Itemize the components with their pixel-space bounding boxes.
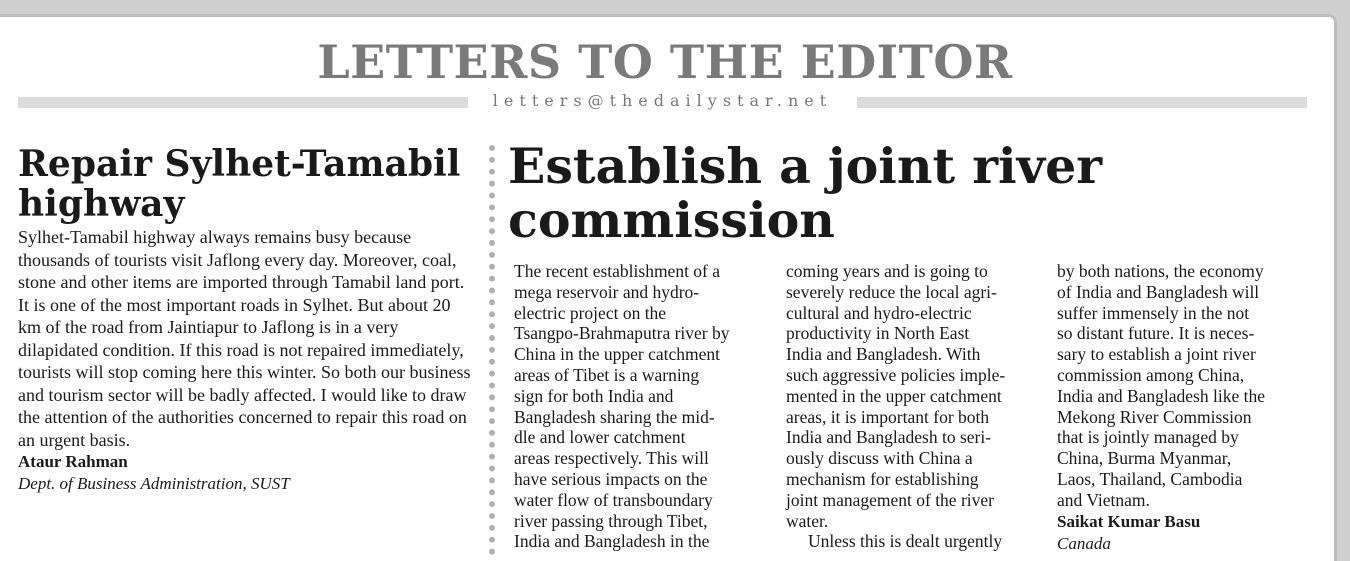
- text-line: areas of Tibet is a warning: [514, 364, 700, 385]
- letter2-headline-line1: Establish a joint river: [508, 137, 1103, 195]
- text-line: such aggressive policies imple-: [786, 364, 1006, 385]
- text-line: coming years and is going to: [786, 261, 988, 281]
- letter1-affiliation: Dept. of Business Administration, SUST: [18, 474, 290, 493]
- letter1-headline-line1: Repair Sylhet-Tamabil: [18, 143, 461, 185]
- letter2-column-2: [786, 261, 1046, 552]
- letter2-headline: [508, 139, 1328, 247]
- text-line: ously discuss with China a: [786, 448, 973, 469]
- letter1-author: Ataur Rahman: [18, 452, 128, 471]
- text-line: suffer immensely in the not: [1057, 302, 1250, 323]
- section-title: LETTERS TO THE EDITOR: [317, 35, 1013, 89]
- text-line: China in the upper catchment: [514, 344, 721, 365]
- text-line: Bangladesh sharing the mid-: [514, 406, 715, 427]
- text-line: joint management of the river: [786, 489, 994, 510]
- masthead-rule-left: [18, 97, 468, 108]
- letter2-headline-line2: commission: [508, 191, 835, 249]
- text-line: dle and lower catchment: [514, 427, 686, 448]
- text-line: areas, it is important for both: [786, 406, 990, 427]
- text-line: mega reservoir and hydro-: [514, 281, 700, 302]
- text-line: Laos, Thailand, Cambodia: [1057, 468, 1243, 489]
- newspaper-page: [0, 14, 1337, 561]
- letter1-headline-line2: highway: [18, 183, 185, 225]
- text-line: India and Bangladesh in the: [514, 531, 710, 552]
- text-line: Unless this is dealt urgently: [808, 531, 1003, 552]
- text-line: river passing through Tibet,: [514, 510, 708, 531]
- text-line: sary to establish a joint river: [1057, 344, 1256, 365]
- text-line: cultural and hydro-electric: [786, 302, 972, 323]
- letter-repair-highway: [18, 144, 473, 495]
- letter2-affiliation: Canada: [1057, 533, 1111, 553]
- masthead-rule-right: [857, 97, 1307, 108]
- text-line: so distant future. It is neces-: [1057, 323, 1255, 344]
- column-divider: [489, 145, 495, 555]
- text-line: severely reduce the local agri-: [786, 281, 997, 302]
- text-line: India and Bangladesh. With: [786, 344, 981, 365]
- section-email: letters@thedailystar.net: [492, 91, 833, 110]
- letter2-column-1: [514, 261, 769, 552]
- text-line: by both nations, the economy: [1057, 261, 1264, 281]
- text-line: that is jointly managed by: [1057, 427, 1239, 448]
- text-line: mented in the upper catchment: [786, 385, 1002, 406]
- letter2-column-3: [1057, 261, 1319, 555]
- letter1-body: Sylhet-Tamabil highway always remains busy because thousands of tourists visit Jaflong every day. Moreover, coal, stone and other items are imported through Tamabil land port. It is one of the most important roads in Sylhet. But about 20 km of the road from Jaintiapur to Jaflong is in a very dilapidated condition. If this road is not repaired immediately, tourists will stop coming here this winter. So both our business and tourism sector will be badly affected. I would like to draw the attention of the authorities concerned to repair this road on an urgent basis.: [18, 227, 471, 450]
- text-line: productivity in North East: [786, 323, 970, 344]
- text-line: have serious impacts on the: [514, 468, 708, 489]
- text-line: India and Bangladesh like the: [1057, 385, 1265, 406]
- text-line: water flow of transboundary: [514, 489, 713, 510]
- text-line: commission among China,: [1057, 364, 1245, 385]
- letter1-headline: [18, 144, 473, 224]
- letter2-author: Saikat Kumar Basu: [1057, 511, 1201, 531]
- text-line: and Vietnam.: [1057, 489, 1150, 510]
- text-line: of India and Bangladesh will: [1057, 281, 1260, 302]
- text-line: The recent establishment of a: [514, 261, 721, 281]
- text-line: China, Burma Myanmar,: [1057, 448, 1232, 469]
- text-line: Tsangpo-Brahmaputra river by: [514, 323, 730, 344]
- text-line: sign for both India and: [514, 385, 674, 406]
- text-line: water.: [786, 510, 829, 531]
- text-line: mechanism for establishing: [786, 468, 979, 489]
- text-line: India and Bangladesh to seri-: [786, 427, 992, 448]
- text-line: areas respectively. This will: [514, 448, 709, 469]
- text-line: electric project on the: [514, 302, 667, 323]
- text-line: Mekong River Commission: [1057, 406, 1252, 427]
